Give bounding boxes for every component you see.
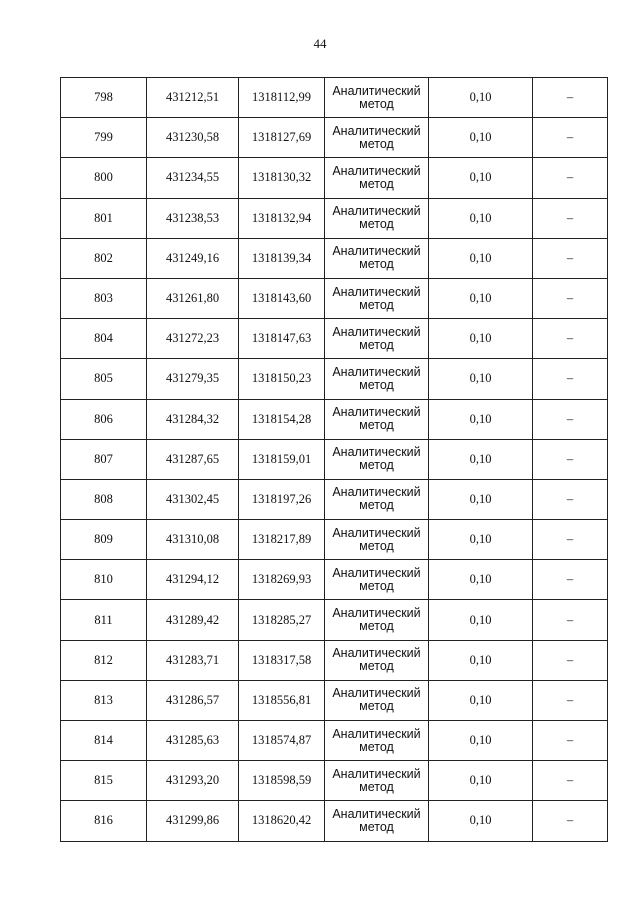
- y-coordinate-cell: 1318317,58: [239, 640, 325, 680]
- method-cell: [325, 399, 429, 439]
- method-line-1: Аналитический: [332, 686, 421, 701]
- x-coordinate-cell: 431230,58: [147, 118, 239, 158]
- method-line-2: метод: [359, 578, 394, 593]
- point-number-cell: 801: [61, 198, 147, 238]
- table-row: [61, 600, 608, 640]
- y-coordinate-cell: 1318556,81: [239, 680, 325, 720]
- x-coordinate-cell: 431286,57: [147, 680, 239, 720]
- point-number-cell: 808: [61, 479, 147, 519]
- point-number-cell: 805: [61, 359, 147, 399]
- method-line-2: метод: [359, 136, 394, 151]
- x-coordinate-cell: 431285,63: [147, 721, 239, 761]
- method-line-2: метод: [359, 377, 394, 392]
- precision-cell: 0,10: [429, 238, 533, 278]
- method-line-1: Аналитический: [332, 364, 421, 379]
- method-line-1: Аналитический: [332, 83, 421, 98]
- x-coordinate-cell: 431283,71: [147, 640, 239, 680]
- point-number-cell: 810: [61, 560, 147, 600]
- precision-cell: 0,10: [429, 198, 533, 238]
- y-coordinate-cell: 1318269,93: [239, 560, 325, 600]
- y-coordinate-cell: 1318285,27: [239, 600, 325, 640]
- table-row: [61, 319, 608, 359]
- method-line-2: метод: [359, 96, 394, 111]
- table-row: [61, 560, 608, 600]
- description-cell: –: [533, 801, 608, 841]
- description-cell: –: [533, 238, 608, 278]
- point-number-cell: 799: [61, 118, 147, 158]
- method-line-1: Аналитический: [332, 606, 421, 621]
- method-line-1: Аналитический: [332, 766, 421, 781]
- method-cell: [325, 520, 429, 560]
- y-coordinate-cell: 1318147,63: [239, 319, 325, 359]
- page-number: 44: [313, 36, 327, 51]
- method-cell: [325, 640, 429, 680]
- method-line-2: метод: [359, 659, 394, 674]
- table-row: [61, 238, 608, 278]
- method-line-2: метод: [359, 699, 394, 714]
- point-number-cell: 811: [61, 600, 147, 640]
- method-line-2: метод: [359, 739, 394, 754]
- point-number-cell: 812: [61, 640, 147, 680]
- precision-cell: 0,10: [429, 359, 533, 399]
- method-line-1: Аналитический: [332, 204, 421, 219]
- precision-cell: 0,10: [429, 560, 533, 600]
- y-coordinate-cell: 1318143,60: [239, 278, 325, 318]
- description-cell: –: [533, 278, 608, 318]
- x-coordinate-cell: 431261,80: [147, 278, 239, 318]
- table-row: [61, 801, 608, 841]
- description-cell: –: [533, 640, 608, 680]
- precision-cell: 0,10: [429, 520, 533, 560]
- method-cell: [325, 680, 429, 720]
- table-row: [61, 721, 608, 761]
- table-row: [61, 118, 608, 158]
- x-coordinate-cell: 431272,23: [147, 319, 239, 359]
- description-cell: –: [533, 680, 608, 720]
- method-line-1: Аналитический: [332, 284, 421, 299]
- y-coordinate-cell: 1318598,59: [239, 761, 325, 801]
- description-cell: –: [533, 721, 608, 761]
- method-line-1: Аналитический: [332, 405, 421, 420]
- table-body: [61, 78, 608, 842]
- x-coordinate-cell: 431299,86: [147, 801, 239, 841]
- method-line-2: метод: [359, 619, 394, 634]
- method-line-2: метод: [359, 779, 394, 794]
- description-cell: –: [533, 560, 608, 600]
- method-line-2: метод: [359, 418, 394, 433]
- method-cell: [325, 721, 429, 761]
- y-coordinate-cell: 1318150,23: [239, 359, 325, 399]
- method-line-2: метод: [359, 498, 394, 513]
- description-cell: –: [533, 479, 608, 519]
- table-row: [61, 158, 608, 198]
- method-line-1: Аналитический: [332, 163, 421, 178]
- method-cell: [325, 600, 429, 640]
- y-coordinate-cell: 1318127,69: [239, 118, 325, 158]
- precision-cell: 0,10: [429, 439, 533, 479]
- description-cell: –: [533, 158, 608, 198]
- precision-cell: 0,10: [429, 680, 533, 720]
- x-coordinate-cell: 431302,45: [147, 479, 239, 519]
- description-cell: –: [533, 319, 608, 359]
- method-line-2: метод: [359, 217, 394, 232]
- table-row: [61, 278, 608, 318]
- y-coordinate-cell: 1318112,99: [239, 78, 325, 118]
- precision-cell: 0,10: [429, 721, 533, 761]
- method-cell: [325, 158, 429, 198]
- method-cell: [325, 359, 429, 399]
- method-line-1: Аналитический: [332, 565, 421, 580]
- table-row: [61, 359, 608, 399]
- precision-cell: 0,10: [429, 399, 533, 439]
- x-coordinate-cell: 431289,42: [147, 600, 239, 640]
- point-number-cell: 803: [61, 278, 147, 318]
- method-cell: [325, 560, 429, 600]
- x-coordinate-cell: 431238,53: [147, 198, 239, 238]
- table-row: [61, 479, 608, 519]
- method-line-2: метод: [359, 337, 394, 352]
- table-row: [61, 680, 608, 720]
- point-number-cell: 798: [61, 78, 147, 118]
- y-coordinate-cell: 1318154,28: [239, 399, 325, 439]
- coordinates-table: [60, 77, 608, 842]
- point-number-cell: 802: [61, 238, 147, 278]
- method-cell: [325, 198, 429, 238]
- point-number-cell: 814: [61, 721, 147, 761]
- method-line-2: метод: [359, 297, 394, 312]
- precision-cell: 0,10: [429, 761, 533, 801]
- precision-cell: 0,10: [429, 319, 533, 359]
- precision-cell: 0,10: [429, 640, 533, 680]
- method-line-1: Аналитический: [332, 485, 421, 500]
- y-coordinate-cell: 1318197,26: [239, 479, 325, 519]
- description-cell: –: [533, 359, 608, 399]
- method-cell: [325, 278, 429, 318]
- table-row: [61, 439, 608, 479]
- method-cell: [325, 479, 429, 519]
- point-number-cell: 806: [61, 399, 147, 439]
- description-cell: –: [533, 520, 608, 560]
- table-row: [61, 78, 608, 118]
- table-row: [61, 198, 608, 238]
- point-number-cell: 800: [61, 158, 147, 198]
- point-number-cell: 816: [61, 801, 147, 841]
- precision-cell: 0,10: [429, 479, 533, 519]
- method-line-1: Аналитический: [332, 324, 421, 339]
- precision-cell: 0,10: [429, 278, 533, 318]
- y-coordinate-cell: 1318132,94: [239, 198, 325, 238]
- precision-cell: 0,10: [429, 118, 533, 158]
- method-line-2: метод: [359, 538, 394, 553]
- description-cell: –: [533, 399, 608, 439]
- y-coordinate-cell: 1318574,87: [239, 721, 325, 761]
- table-row: [61, 399, 608, 439]
- precision-cell: 0,10: [429, 801, 533, 841]
- method-cell: [325, 439, 429, 479]
- method-cell: [325, 801, 429, 841]
- method-cell: [325, 319, 429, 359]
- point-number-cell: 815: [61, 761, 147, 801]
- description-cell: –: [533, 600, 608, 640]
- method-cell: [325, 118, 429, 158]
- method-line-2: метод: [359, 819, 394, 834]
- method-line-2: метод: [359, 257, 394, 272]
- x-coordinate-cell: 431310,08: [147, 520, 239, 560]
- description-cell: –: [533, 198, 608, 238]
- description-cell: –: [533, 118, 608, 158]
- table-row: [61, 520, 608, 560]
- method-line-1: Аналитический: [332, 646, 421, 661]
- x-coordinate-cell: 431294,12: [147, 560, 239, 600]
- point-number-cell: 804: [61, 319, 147, 359]
- precision-cell: 0,10: [429, 78, 533, 118]
- method-line-1: Аналитический: [332, 445, 421, 460]
- description-cell: –: [533, 78, 608, 118]
- description-cell: –: [533, 761, 608, 801]
- precision-cell: 0,10: [429, 600, 533, 640]
- x-coordinate-cell: 431287,65: [147, 439, 239, 479]
- method-line-2: метод: [359, 176, 394, 191]
- x-coordinate-cell: 431284,32: [147, 399, 239, 439]
- y-coordinate-cell: 1318139,34: [239, 238, 325, 278]
- method-cell: [325, 238, 429, 278]
- method-line-1: Аналитический: [332, 806, 421, 821]
- precision-cell: 0,10: [429, 158, 533, 198]
- method-line-1: Аналитический: [332, 123, 421, 138]
- x-coordinate-cell: 431293,20: [147, 761, 239, 801]
- y-coordinate-cell: 1318620,42: [239, 801, 325, 841]
- x-coordinate-cell: 431279,35: [147, 359, 239, 399]
- method-line-1: Аналитический: [332, 726, 421, 741]
- method-line-1: Аналитический: [332, 525, 421, 540]
- method-cell: [325, 761, 429, 801]
- point-number-cell: 813: [61, 680, 147, 720]
- y-coordinate-cell: 1318217,89: [239, 520, 325, 560]
- point-number-cell: 807: [61, 439, 147, 479]
- table-row: [61, 640, 608, 680]
- x-coordinate-cell: 431249,16: [147, 238, 239, 278]
- point-number-cell: 809: [61, 520, 147, 560]
- table-row: [61, 761, 608, 801]
- method-line-1: Аналитический: [332, 244, 421, 259]
- x-coordinate-cell: 431234,55: [147, 158, 239, 198]
- method-line-2: метод: [359, 458, 394, 473]
- x-coordinate-cell: 431212,51: [147, 78, 239, 118]
- description-cell: –: [533, 439, 608, 479]
- method-cell: [325, 78, 429, 118]
- y-coordinate-cell: 1318130,32: [239, 158, 325, 198]
- y-coordinate-cell: 1318159,01: [239, 439, 325, 479]
